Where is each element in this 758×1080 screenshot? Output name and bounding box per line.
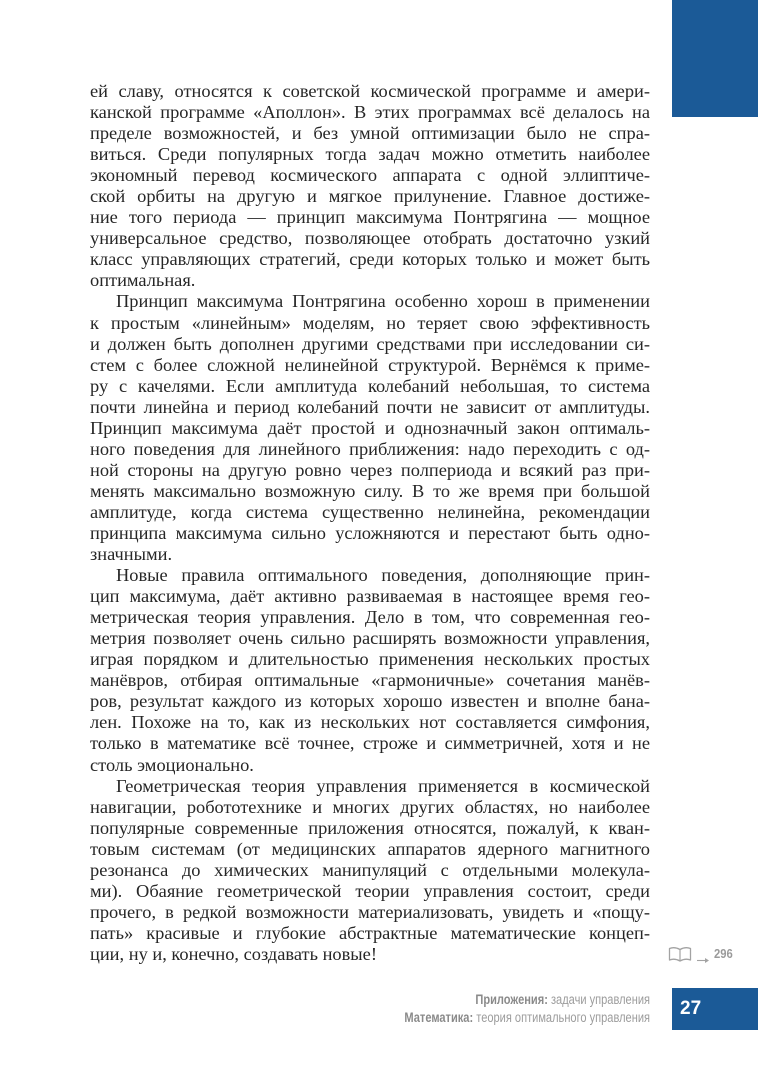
body-line: пать» красивые и глубокие абстрактные математические концеп- xyxy=(90,922,650,943)
body-line: метрия позволяет очень сильно расширять возможности управления, xyxy=(90,628,650,649)
body-line: Геометрическая теория управления применяется в космической xyxy=(116,775,650,796)
page-number: 27 xyxy=(680,998,702,1019)
body-line: виться. Среди популярных тогда задач можно отметить наиболее xyxy=(90,144,650,165)
body-line: ров, результат каждого из которых хорошо известен и вполне бана- xyxy=(90,691,650,712)
cross-reference-note xyxy=(668,945,748,963)
body-line: ной стороны на другую ровно через полпериода и всякий раз при- xyxy=(90,459,650,480)
body-line: только в математике всё точнее, строже и симметричней, хотя и не xyxy=(90,733,650,754)
body-line: почти линейна и период колебаний почти не зависит от амплитуды. xyxy=(90,396,650,417)
paragraph xyxy=(90,291,650,565)
body-line: ного поведения для линейного приближения: надо переходить с од- xyxy=(90,438,650,459)
body-line: универсальное средство, позволяющее отобрать достаточно узкий xyxy=(90,228,650,249)
running-footer xyxy=(322,991,650,1027)
body-line: Принцип максимума даёт простой и однозначный закон оптималь- xyxy=(90,417,650,438)
body-line: оптимальная. xyxy=(90,270,196,291)
body-line: значными. xyxy=(90,544,173,565)
body-line: канской программе «Аполлон». В этих программах всё делалось на xyxy=(90,102,650,123)
body-line: Новые правила оптимального поведения, дополняющие прин- xyxy=(116,565,650,586)
body-line: пределе возможностей, и без умной оптимизации было не спра- xyxy=(90,123,650,144)
paragraph xyxy=(90,81,650,291)
body-text xyxy=(90,81,650,965)
body-line: класс управляющих стратегий, среди которых только и может быть xyxy=(90,249,650,270)
body-line: ей славу, относятся к советской космической программе и амери- xyxy=(90,81,650,101)
body-line: манёвров, отбирая оптимальные «гармоничные» сочетания манёв- xyxy=(90,670,650,691)
footer-subject-title: теория оптимального управления xyxy=(476,1010,650,1025)
body-line: лен. Похоже на то, как из нескольких нот составляется симфония, xyxy=(90,712,650,733)
body-line: столь эмоционально. xyxy=(90,754,254,775)
body-line: к простым «линейным» моделям, но теряет свою эффективность xyxy=(90,312,650,333)
body-line: ции, ну и, конечно, создавать новые! xyxy=(90,943,377,964)
body-line: навигации, робототехнике и многих других областях, но наиболее xyxy=(90,796,650,817)
body-line: резонанса до химических манипуляций с отдельными молекула- xyxy=(90,859,650,880)
body-line: ру с качелями. Если амплитуда колебаний небольшая, то система xyxy=(90,375,650,396)
body-line: амплитуде, когда система существенно нелинейна, рекомендации xyxy=(90,501,650,522)
body-line: ние того периода — принцип максимума Понтрягина — мощное xyxy=(90,207,650,228)
body-line: метрическая теория управления. Дело в том, что современная гео- xyxy=(90,607,650,628)
body-line: ской орбиты на другую и мягкое прилунение. Главное достиже- xyxy=(90,186,650,207)
paragraph xyxy=(90,565,650,775)
body-line: товым системам (от медицинских аппаратов ядерного магнитного xyxy=(90,838,650,859)
open-book-icon xyxy=(668,946,692,967)
page-number-box xyxy=(672,988,758,1030)
body-line: менять максимально возможную силу. В то же время при большой xyxy=(90,480,650,501)
body-line: экономный перевод космического аппарата с одной эллиптиче- xyxy=(90,165,650,186)
footer-section-title: задачи управления xyxy=(550,992,650,1007)
footer-subject-line xyxy=(322,1009,650,1027)
body-line: цип максимума, даёт активно развиваемая в настоящее время гео- xyxy=(90,586,650,607)
paragraph xyxy=(90,776,650,965)
footer-section-label: Приложения: xyxy=(475,992,548,1007)
body-line: Принцип максимума Понтрягина особенно хорош в применении xyxy=(116,291,650,312)
body-line: и должен быть дополнен другими средствами при исследовании си- xyxy=(90,333,650,354)
page-reference: 296 xyxy=(714,947,733,961)
footer-section-line xyxy=(322,991,650,1009)
footer-subject-label: Математика: xyxy=(404,1010,474,1025)
arrow-right-icon xyxy=(697,951,710,969)
body-line: ми). Обаяние геометрической теории управления состоит, среди xyxy=(90,880,650,901)
top-corner-tab xyxy=(672,0,758,117)
body-line: прочего, в редкой возможности материализовать, увидеть и «пощу- xyxy=(90,901,650,922)
body-line: популярные современные приложения относятся, пожалуй, к кван- xyxy=(90,817,650,838)
body-line: играя порядком и длительностью применения нескольких простых xyxy=(90,649,650,670)
body-line: стем с более сложной нелинейной структурой. Вернёмся к приме- xyxy=(90,354,650,375)
body-line: принципа максимума сильно усложняются и перестают быть одно- xyxy=(90,522,650,543)
